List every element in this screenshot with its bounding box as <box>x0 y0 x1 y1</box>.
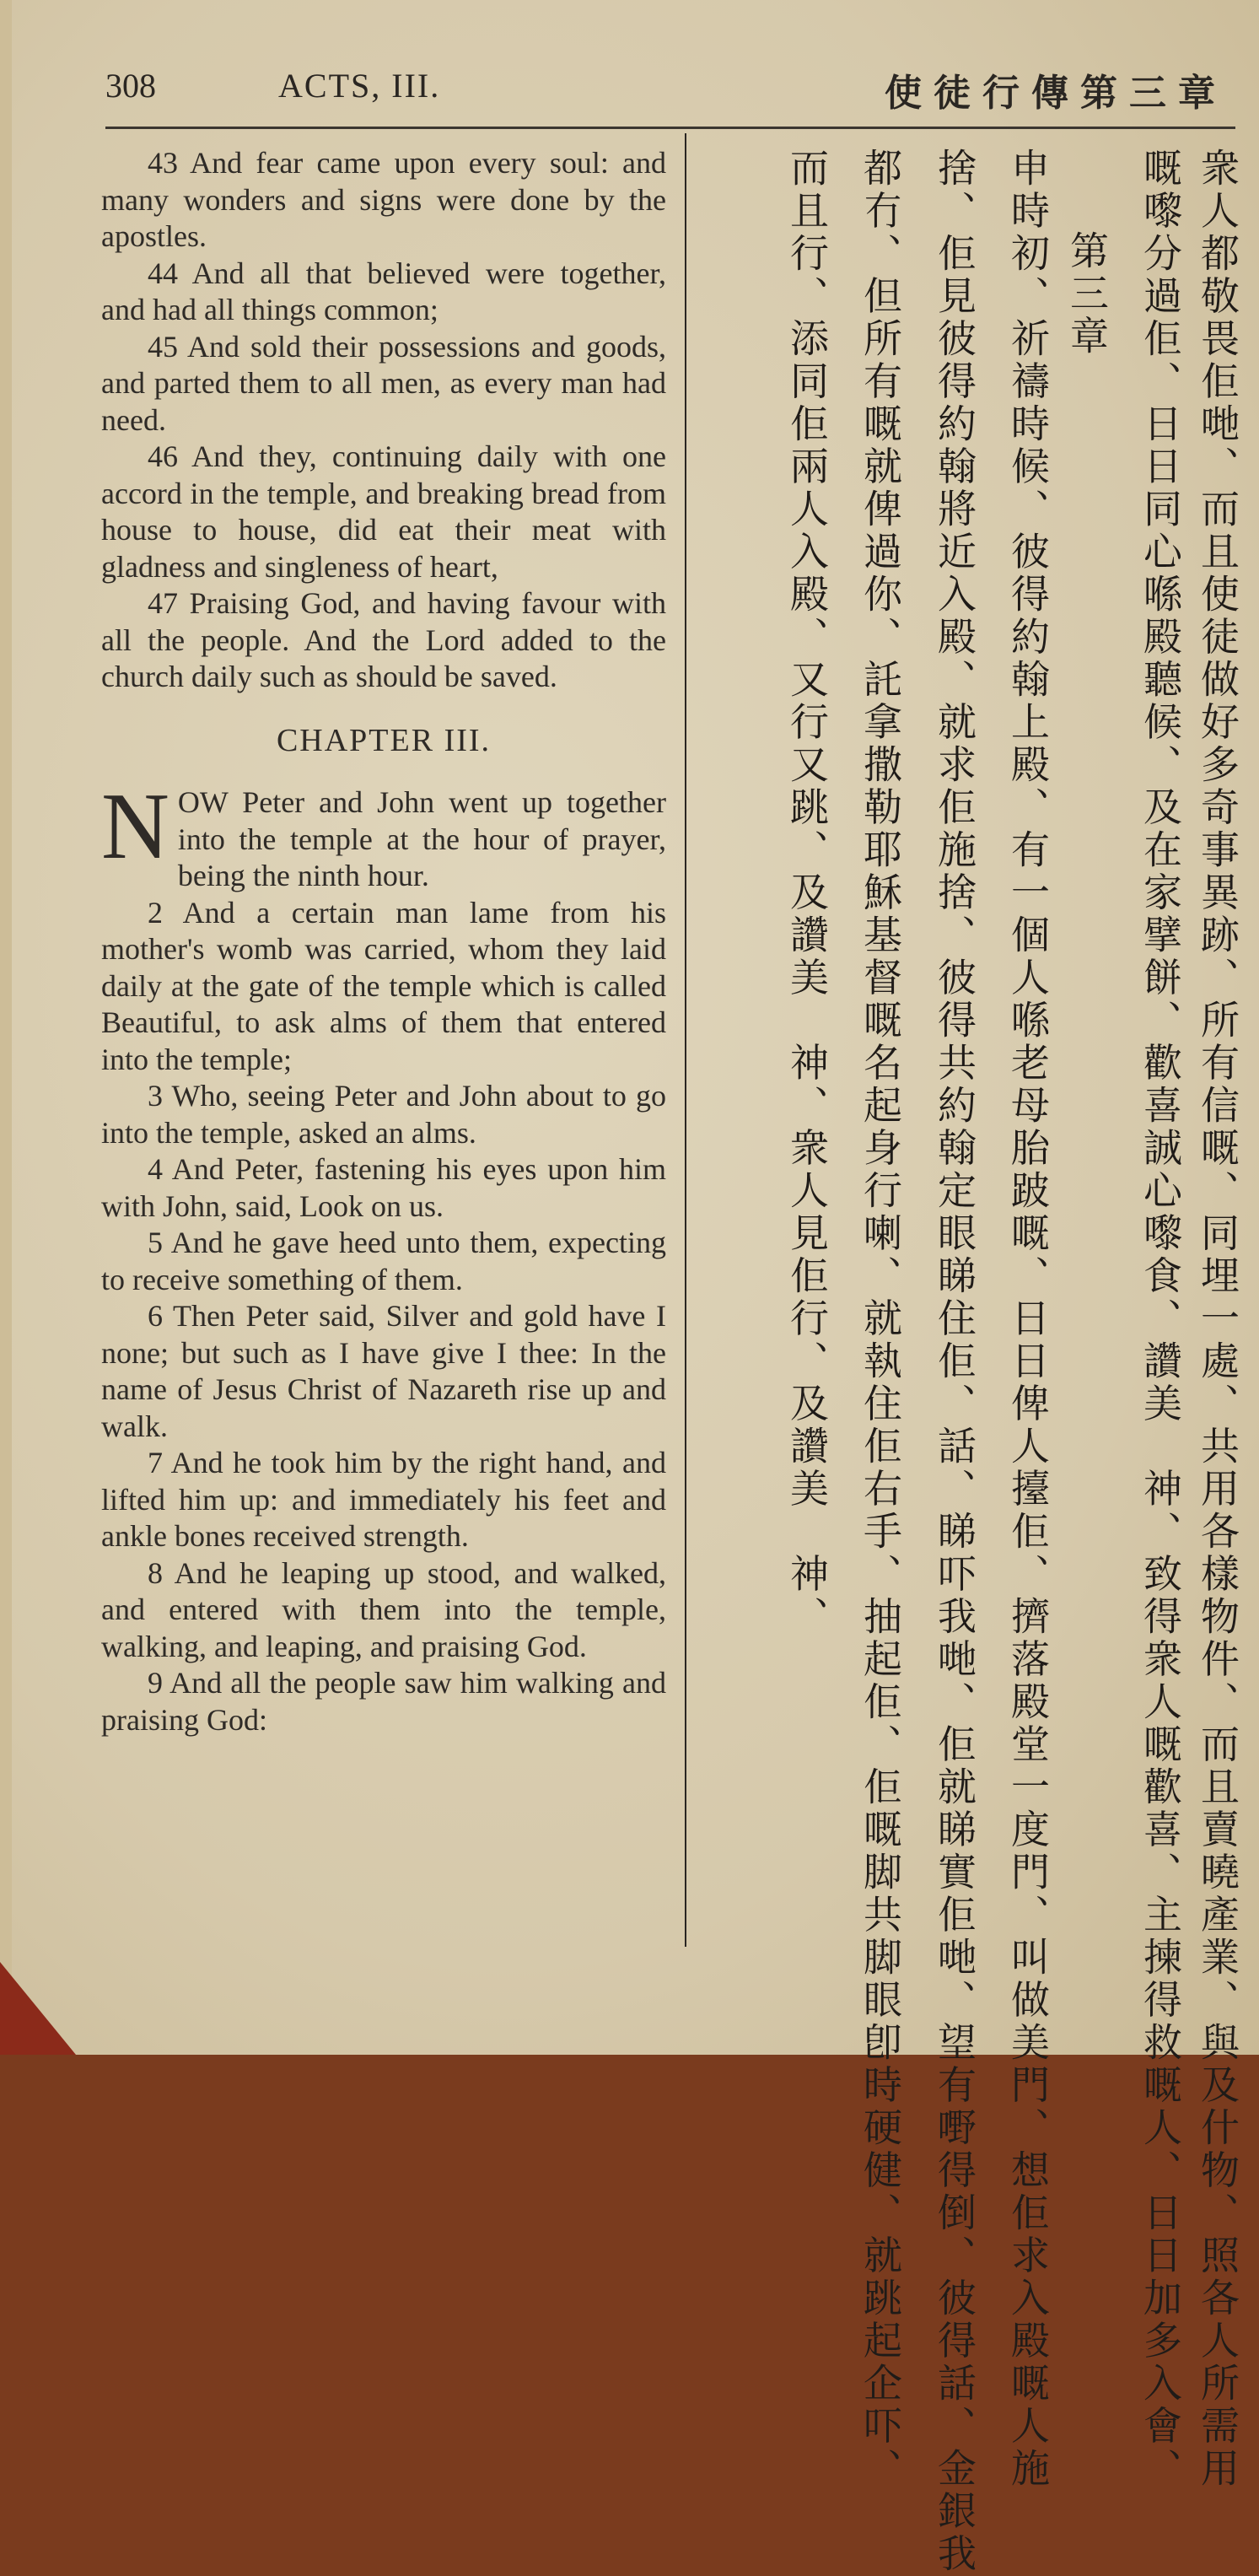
chinese-text-column: 嘅嚟分過佢、日日同心喺殿聽候、及在家擘餅、歡喜誠心嚟食、讚美 神、致得衆人嘅歡喜、主揀得救嘅人、日日加多入會、 <box>1138 148 1183 2491</box>
running-header <box>105 66 1227 116</box>
verse-7: 7 And he took him by the right hand, and lifted him up: and immediately his feet and ankle bones received strength. <box>101 1446 666 1553</box>
chinese-text-column: 捨、佢見彼得約翰將近入殿、就求佢施捨、彼得共約翰定眼睇住佢、話、睇吓我哋、佢就睇實佢哋、望有嘢得倒、彼得話、金銀我 <box>932 148 977 2576</box>
verse-47: 47 Praising God, and having favour with all the people. And the Lord added to the church daily such as should be saved. <box>101 586 666 693</box>
english-column <box>101 145 666 1738</box>
chinese-text-column: 衆人都敬畏佢哋、而且使徒做好多奇事異跡、所有信嘅、同埋一處、共用各樣物件、而且賣曉產業、與及什物、照各人所需用 <box>1195 148 1240 2491</box>
chinese-running-title: 使徒行傳第三章 <box>885 72 1227 115</box>
verse-6: 6 Then Peter said, Silver and gold have I none; but such as I have give I thee: In the name of Jesus Christ of Nazareth rise up and walk. <box>101 1299 666 1443</box>
column-divider <box>685 133 686 1947</box>
verse-4: 4 And Peter, fastening his eyes upon him with John, said, Look on us. <box>101 1152 666 1223</box>
verse-44: 44 And all that believed were together, and had all things common; <box>101 256 666 326</box>
chapter-heading: CHAPTER III. <box>276 722 492 758</box>
cover-corner <box>0 1962 76 2055</box>
chinese-text-column: 都冇、但所有嘅就俾過你、託拿撒勒耶穌基督嘅名起身行喇、就執住佢右手、抽起佢、佢嘅脚共脚眼卽時硬健、就跳起企吓、 <box>858 148 903 2491</box>
verse-1 <box>101 774 666 895</box>
verse-8: 8 And he leaping up stood, and walked, and entered with them into the temple, walking, and leaping, and praising God. <box>101 1555 666 1663</box>
chinese-text-column: 而且行、添同佢兩人入殿、又行又跳、及讚美 神、衆人見佢行、及讚美 神、 <box>784 148 830 1639</box>
verse-9: 9 And all the people saw him walking and praising God: <box>101 1666 666 1737</box>
verse-2: 2 And a certain man lame from his mother's womb was carried, whom they laid daily at the gate of the temple which is called Beautiful, to ask alms of them that entered into the temple; <box>101 895 666 1076</box>
page-number: 308 <box>105 67 156 105</box>
verse-46: 46 And they, continuing daily with one accord in the temple, and breaking bread from house to house, did eat their meat with gladness and singleness of heart, <box>101 439 666 584</box>
header-rule <box>105 127 1235 129</box>
page-edge <box>0 0 12 2055</box>
verse-3: 3 Who, seeing Peter and John about to go into the temple, asked an alms. <box>101 1079 666 1150</box>
chinese-column <box>700 148 1240 2576</box>
chinese-chapter-heading: 第三章 <box>1064 230 1110 358</box>
chinese-text-column: 申時初、祈禱時候、彼得約翰上殿、有一個人喺老母胎跛嘅、日日俾人擡佢、擠落殿堂一度門、叫做美門、想佢求入殿嘅人施 <box>1005 148 1051 2491</box>
verse-43: 43 And fear came upon every soul: and many wonders and signs were done by the apostles. <box>101 146 666 253</box>
verse-45: 45 And sold their possessions and goods, and parted them to all men, as every man had need. <box>101 329 666 437</box>
english-running-title: ACTS, III. <box>278 67 441 105</box>
verse-5: 5 And he gave heed unto them, expecting to receive something of them. <box>101 1226 666 1296</box>
drop-cap: N <box>101 774 169 879</box>
verse-1-text: OW Peter and John went up together into the temple at the hour of prayer, being the ninth hour. <box>177 785 666 892</box>
